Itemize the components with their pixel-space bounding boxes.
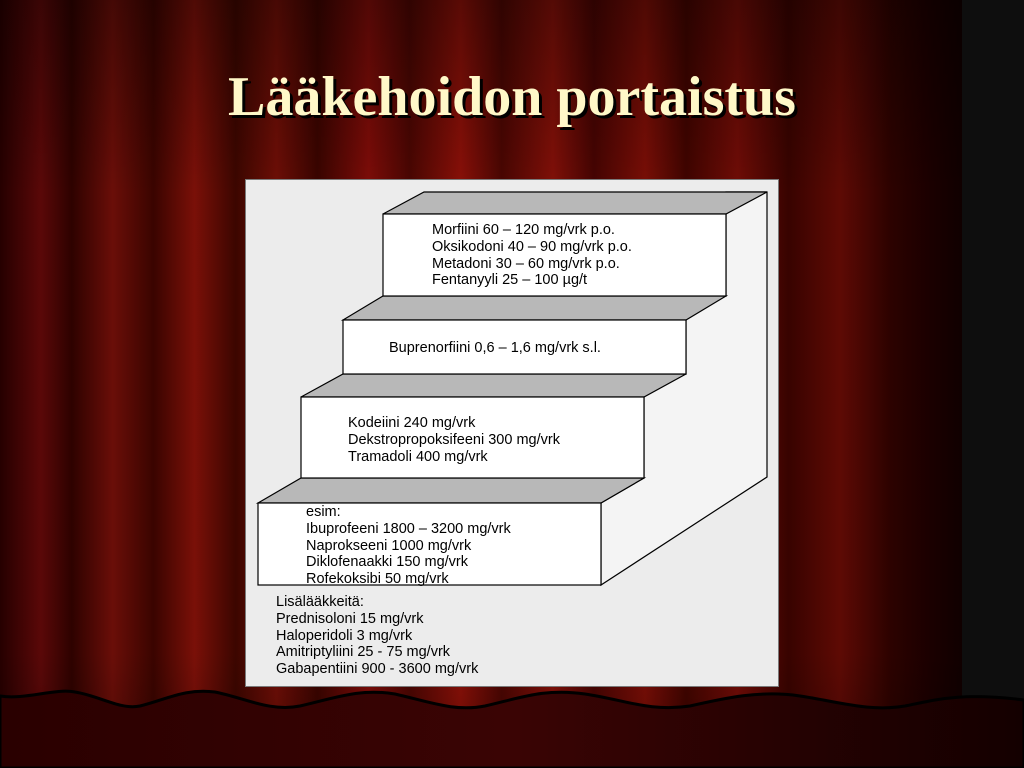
adjuvant-item: Prednisoloni 15 mg/vrk xyxy=(276,610,424,627)
step-4-line: Fentanyyli 25 – 100 µg/t xyxy=(432,272,588,289)
step-2-line: Dekstropropoksifeeni 300 mg/vrk xyxy=(348,431,560,448)
adjuvant-item: Haloperidoli 3 mg/vrk xyxy=(276,627,413,644)
step-1-line: Naprokseeni 1000 mg/vrk xyxy=(306,537,472,554)
step-1-line: Rofekoksibi 50 mg/vrk xyxy=(306,571,449,588)
step-2-line: Kodeiini 240 mg/vrk xyxy=(348,415,476,431)
adjuvant-item: Amitriptyliini 25 - 75 mg/vrk xyxy=(276,644,451,661)
adjuvant-item: Gabapentiini 900 - 3600 mg/vrk xyxy=(276,661,479,678)
step-3-line: Buprenorfiini 0,6 – 1,6 mg/vrk s.l. xyxy=(389,340,601,356)
slide-title: Lääkehoidon portaistus xyxy=(228,66,796,128)
step-4-line: Metadoni 30 – 60 mg/vrk p.o. xyxy=(432,255,620,272)
step-2-line: Tramadoli 400 mg/vrk xyxy=(348,448,488,465)
step-3-label xyxy=(389,340,601,357)
step-1-line: Diklofenaakki 150 mg/vrk xyxy=(306,554,468,571)
step-4-top xyxy=(383,192,767,214)
step-2-top xyxy=(301,374,686,397)
adjuvants-list xyxy=(276,594,478,678)
step-3-top xyxy=(343,296,726,320)
step-4-line: Oksikodoni 40 – 90 mg/vrk p.o. xyxy=(432,238,632,255)
step-1-label xyxy=(306,504,511,588)
adjuvants-heading: Lisälääkkeitä: xyxy=(276,594,364,610)
step-2-label xyxy=(348,415,560,465)
step-4-label xyxy=(432,222,632,289)
step-1-line: Ibuprofeeni 1800 – 3200 mg/vrk xyxy=(306,520,511,537)
pain-ladder-diagram xyxy=(245,179,779,687)
step-1-top xyxy=(258,478,644,503)
step-4-line: Morfiini 60 – 120 mg/vrk p.o. xyxy=(432,222,615,238)
step-1-line: esim: xyxy=(306,504,341,520)
